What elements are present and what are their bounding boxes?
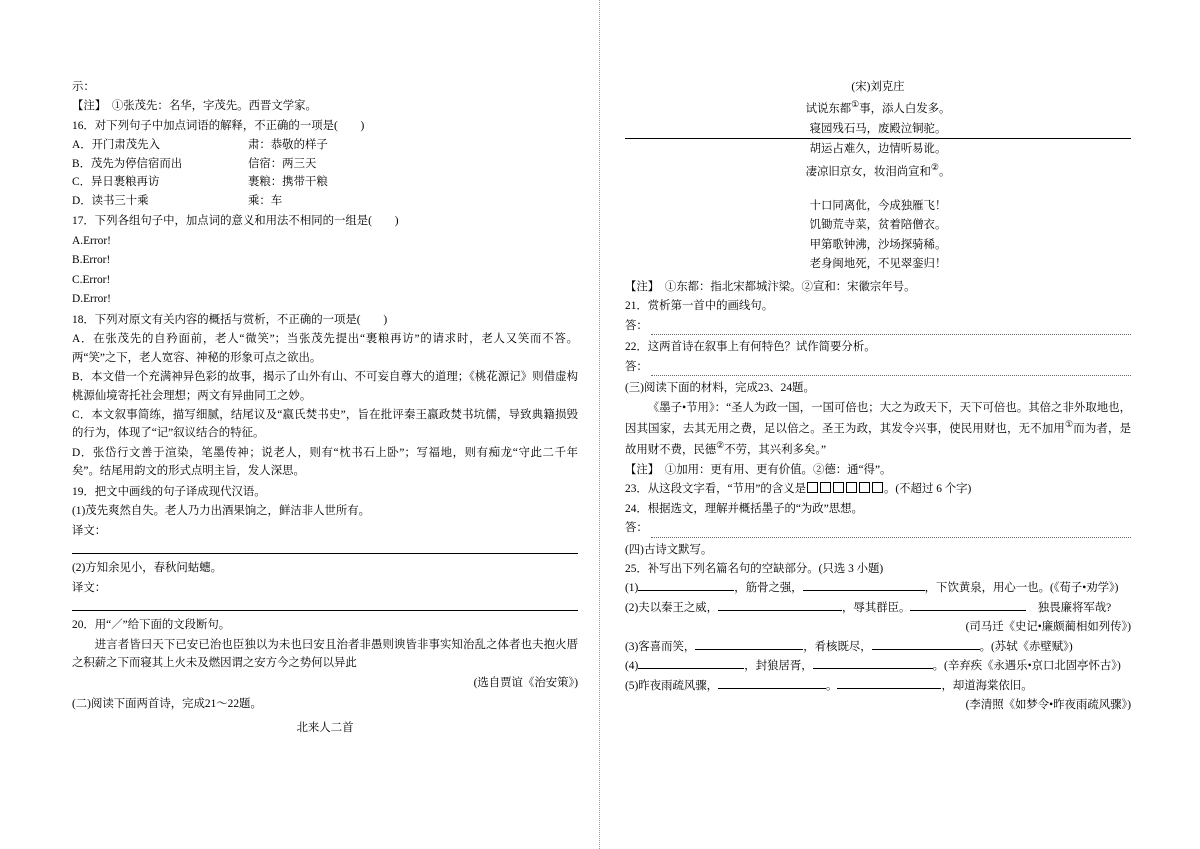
option-d-label: D．读书三十乘 (72, 194, 149, 207)
poem-gap (625, 182, 1131, 196)
page-fold-divider (599, 0, 600, 849)
mozi-quote-title: 《墨子•节用》： (647, 401, 727, 414)
question-19-item-2 (72, 559, 578, 577)
answer-line-22[interactable] (651, 364, 1131, 376)
question-16-option-d[interactable] (72, 192, 578, 210)
poem2-line-4: 老身闽地死，不见翠銮归！ (809, 258, 947, 271)
poem-author: (宋)刘克庄 (851, 81, 905, 93)
translation-label-2: 译文： (72, 581, 107, 594)
question-18-option-b[interactable]: B．本文借一个充满神异色彩的故事，揭示了山外有山、不可妄自尊大的道理；《桃花源记》则借虚构桃源仙境寄托社会理想；两文有异曲同工之妙。 (72, 371, 578, 402)
translation-answer-line-1[interactable] (72, 541, 578, 554)
blank-5-1[interactable] (718, 677, 826, 689)
question-18-option-c[interactable]: C．本文叙事简练，描写细腻，结尾议及“嬴氏焚书史”，旨在批评秦王嬴政焚书坑儒，导致典籍损毁的行为，体现了“记”叙议结合的特征。 (72, 408, 578, 440)
poem1-line-3: 胡运占难久，边情听易讹。 (809, 143, 947, 156)
blank-5-2[interactable] (837, 677, 941, 689)
item-2-text-3: 独畏廉将军哉? (1026, 601, 1112, 614)
option-c-gloss: 裹粮：携带干粮 (248, 176, 328, 189)
blank-2-2[interactable] (910, 599, 1026, 611)
blank-1-1[interactable] (638, 580, 734, 592)
blank-1-2[interactable] (803, 580, 925, 592)
section-2-heading: (二)阅读下面两首诗，完成21～22题。 (72, 698, 262, 710)
right-column (625, 78, 1131, 716)
question-25-item-1 (625, 579, 1131, 597)
question-21-stem: 21．赏析第一首中的画线句。 (625, 300, 774, 313)
answer-box[interactable] (859, 482, 870, 493)
item-1-num: (1) (625, 582, 639, 595)
poem1-line-4: 凄凉旧京女，妆泪尚宣和②。 (805, 161, 951, 178)
item-3-text-1: 客喜而笑， (638, 640, 696, 653)
answer-box[interactable] (820, 482, 831, 493)
question-20-source: (选自贾谊《治安策》) (473, 676, 578, 689)
item-4-text-1: ，封狼居胥， (744, 660, 813, 673)
question-18-stem: 18．下列对原文有关内容的概括与赏析，不正确的一项是( ) (72, 313, 388, 326)
answer-box[interactable] (807, 482, 818, 493)
section-3-heading: (三)阅读下面的材料，完成23、24题。 (625, 382, 815, 395)
question-24-answer[interactable] (625, 519, 1131, 537)
question-25-stem: 25．补写出下列名篇名句的空缺部分。(只选 3 小题) (625, 562, 884, 575)
item-3-text-3: 。(苏轼《赤壁赋》) (979, 640, 1073, 653)
question-23-part1: 23．从这段文字看，“节用”的含义是 (625, 483, 806, 496)
note-zhang-maoxian: 【注】 ①张茂先：名华，字茂先。西晋文学家。 (72, 100, 317, 113)
poem1-line-2: 寝园残石马，废殿泣铜驼。 (625, 120, 1131, 139)
question-22-stem: 22．这两首诗在叙事上有何特色？试作简要分析。 (625, 341, 876, 354)
question-16-stem: 16．对下列句子中加点词语的解释，不正确的一项是( ) (72, 119, 365, 132)
answer-box[interactable] (833, 482, 844, 493)
question-17-option-a[interactable]: A.Error! (72, 234, 111, 247)
question-19-item-2-text: 方知余见小，春秋问蛄蟪。 (85, 562, 222, 575)
item-5-source: (李清照《如梦令•昨夜雨疏风骤》) (965, 699, 1131, 712)
lead-text: 示： (72, 81, 95, 93)
item-2-text-1: 夫以秦王之威， (638, 601, 719, 614)
translation-answer-line-2[interactable] (72, 598, 578, 611)
item-5-num: (5) (625, 679, 639, 692)
question-17-option-c[interactable]: C.Error! (72, 273, 111, 286)
question-23-part2: 。(不超过 6 个字) (883, 483, 972, 496)
question-17-option-b[interactable]: B.Error! (72, 254, 111, 267)
item-4-text-2: 。(辛弃疾《永遇乐•京口北固亭怀古》) (932, 660, 1121, 673)
answer-box[interactable] (846, 482, 857, 493)
item-5-text-1: 昨夜雨疏风骤， (638, 679, 719, 692)
question-25-item-4 (625, 657, 1131, 675)
blank-2-1[interactable] (718, 599, 842, 611)
question-19-stem: 19．把文中画线的句子译成现代汉语。 (72, 485, 266, 498)
poem1-line-1: 试说东都①事，添人白发多。 (805, 99, 951, 116)
item-4-num: (4) (625, 660, 639, 673)
left-column (72, 78, 578, 739)
question-25-item-5 (625, 677, 1131, 695)
question-23-stem (625, 480, 1131, 498)
question-21-answer[interactable] (625, 317, 1131, 335)
question-19-item-1-text: 茂先爽然自失。老人乃力出酒果饷之，鲜洁非人世所有。 (85, 505, 371, 518)
question-24-stem: 24．根据选文，理解并概括墨子的“为政”思想。 (625, 502, 863, 515)
translation-label-1: 译文： (72, 524, 107, 537)
option-a-gloss: 肃：恭敬的样子 (248, 139, 328, 152)
answer-label-22: 答： (625, 360, 648, 373)
item-2-text-2: ，辱其群臣。 (842, 601, 911, 614)
question-20-stem: 20．用“／”给下面的文段断句。 (72, 619, 231, 632)
question-19-item-1-num: (1) (72, 505, 86, 518)
item-1-text-1: ，筋骨之强， (734, 582, 803, 595)
blank-3-2[interactable] (872, 638, 980, 650)
question-18-option-a[interactable]: A．在张茂先的自矜面前，老人“微笑”；当张茂先提出“裹粮再访”的请求时，老人又笑而不答。两“笑”之下，老人宽容、神秘的形象可点之欲出。 (72, 333, 578, 364)
blank-4-2[interactable] (813, 657, 933, 669)
item-5-text-2: 。 (826, 679, 838, 692)
item-1-text-2: ，下饮黄泉，用心一也。(《荀子•劝学》) (924, 582, 1119, 595)
option-a-label: A．开门肃茂先入 (72, 139, 160, 152)
note-poem: 【注】 ①东都：指北宋都城汴梁。②宣和：宋徽宗年号。 (625, 280, 916, 293)
answer-box[interactable] (872, 482, 883, 493)
section-4-heading: (四)古诗文默写。 (625, 543, 713, 556)
item-5-text-3: ，却道海棠依旧。 (941, 679, 1033, 692)
blank-4-1[interactable] (638, 657, 744, 669)
poem-title: 北来人二首 (296, 722, 354, 735)
mozi-quote-text: “圣人为政一国，一国可倍也；大之为政天下，天下可倍也。其倍之非外取地也，因其国家，去其无用之费，足以倍之。圣王为政，其发令兴事，使民用财也，无不加用①而为者，是故用财不费，民德②不劳，其兴利多矣。” (625, 401, 1131, 457)
question-18-option-d[interactable]: D．张岱行文善于渲染，笔墨传神；说老人，则有“枕书石上卧”；写福地，则有痴龙“守此二千年矣”。结尾用韵文的形式点明主旨，发人深思。 (72, 446, 578, 478)
question-25-item-3 (625, 638, 1131, 656)
question-22-answer[interactable] (625, 358, 1131, 376)
option-b-gloss: 信宿：两三天 (248, 157, 317, 170)
question-17-stem: 17．下列各组句子中，加点词的意义和用法不相同的一组是( ) (72, 215, 399, 228)
mozi-quote (625, 399, 1131, 460)
note-mozi: 【注】 ①加用：更有用、更有价值。②德：通“得”。 (625, 463, 892, 476)
question-16-option-c[interactable] (72, 173, 578, 191)
answer-line-24[interactable] (651, 526, 1131, 538)
poem2-line-3: 甲第歌钟沸，沙场探骑稀。 (809, 238, 947, 251)
item-2-num: (2) (625, 601, 639, 614)
item-3-text-2: ，肴核既尽， (803, 640, 872, 653)
poem2-line-2: 饥锄荒寺菜，贫着陪僧衣。 (809, 219, 947, 232)
blank-3-1[interactable] (695, 638, 803, 650)
question-19-answer-1[interactable] (72, 522, 578, 554)
question-16-option-b[interactable] (72, 155, 578, 173)
question-19-item-2-num: (2) (72, 562, 86, 575)
question-20-passage: 进言者皆曰天下已安已治也臣独以为未也曰安且治者非愚则谀皆非事实知治乱之体者也夫抱火厝之积薪之下而寝其上火未及燃因谓之安方今之势何以异此 (72, 638, 578, 670)
option-c-label: C．异日裹粮再访 (72, 176, 160, 189)
question-16-option-a[interactable] (72, 136, 578, 154)
question-19-item-1 (72, 502, 578, 520)
answer-label-21: 答： (625, 319, 648, 332)
item-3-num: (3) (625, 640, 639, 653)
question-17-option-d[interactable]: D.Error! (72, 293, 111, 306)
option-d-gloss: 乘：车 (248, 194, 283, 207)
question-25-item-2 (625, 599, 1131, 617)
option-b-label: B．茂先为停信宿而出 (72, 157, 183, 170)
question-19-answer-2[interactable] (72, 579, 578, 611)
poem2-line-1: 十口同离仳，今成独雁飞！ (809, 199, 947, 212)
answer-line-21[interactable] (651, 323, 1131, 335)
answer-label-24: 答： (625, 522, 648, 535)
item-2-source: (司马迁《史记•廉颇蔺相如列传》) (965, 621, 1131, 634)
